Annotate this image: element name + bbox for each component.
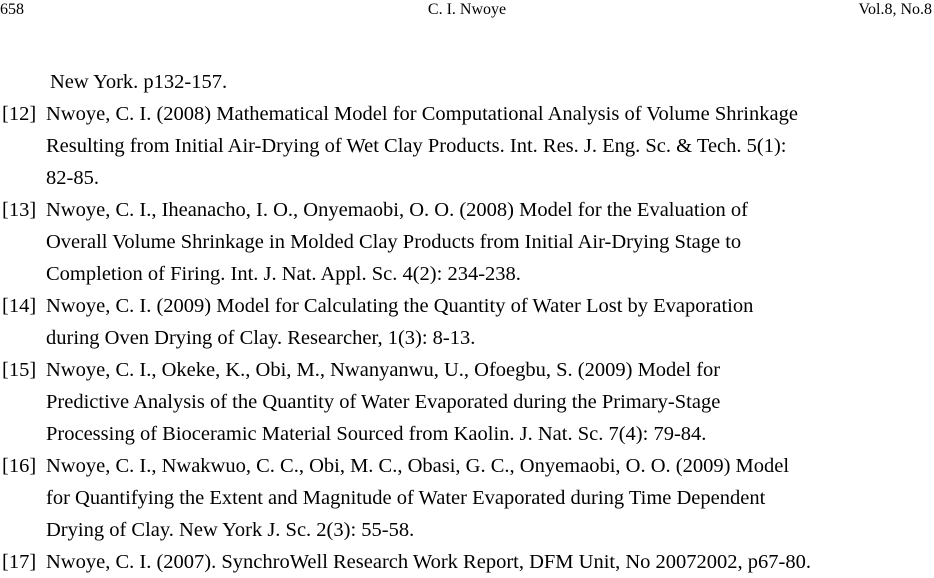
reference-entry <box>0 98 934 194</box>
page-number: 658 <box>0 1 24 18</box>
reference-line: Nwoye, C. I., Okeke, K., Obi, M., Nwanyanwu, U., Ofoegbu, S. (2009) Model for <box>46 359 721 381</box>
reference-line: Nwoye, C. I. (2007). SynchroWell Research Work Report, DFM Unit, No 20072002, p67-80. <box>46 551 811 573</box>
reference-line: Drying of Clay. New York J. Sc. 2(3): 55-58. <box>46 519 415 541</box>
reference-entry <box>0 450 934 546</box>
reference-line: Nwoye, C. I. (2008) Mathematical Model for Computational Analysis of Volume Shrinkage <box>46 103 798 125</box>
reference-line: Predictive Analysis of the Quantity of Water Evaporated during the Primary-Stage <box>46 391 721 413</box>
reference-number: [14] <box>2 295 37 317</box>
reference-entries <box>0 98 934 578</box>
reference-number: [13] <box>2 199 37 221</box>
reference-line: during Oven Drying of Clay. Researcher, 1(3): 8-13. <box>46 327 476 349</box>
reference-line: Processing of Bioceramic Material Sourced from Kaolin. J. Nat. Sc. 7(4): 79-84. <box>46 423 707 445</box>
reference-number: [12] <box>2 103 37 125</box>
reference-list <box>0 66 934 578</box>
reference-number: [16] <box>2 455 37 477</box>
reference-line: Completion of Firing. Int. J. Nat. Appl. Sc. 4(2): 234-238. <box>46 263 521 285</box>
reference-entry <box>0 290 934 354</box>
reference-line: Overall Volume Shrinkage in Molded Clay Products from Initial Air-Drying Stage to <box>46 231 742 253</box>
reference-line: Resulting from Initial Air-Drying of Wet Clay Products. Int. Res. J. Eng. Sc. & Tech. 5(1): <box>46 135 787 157</box>
reference-line: Nwoye, C. I., Nwakwuo, C. C., Obi, M. C., Obasi, G. C., Onyemaobi, O. O. (2009) Model <box>46 455 790 477</box>
volume-issue: Vol.8, No.8 <box>858 1 932 18</box>
reference-line: Nwoye, C. I., Iheanacho, I. O., Onyemaobi, O. O. (2008) Model for the Evaluation of <box>46 199 748 221</box>
reference-line: Nwoye, C. I. (2009) Model for Calculating the Quantity of Water Lost by Evaporation <box>46 295 754 317</box>
reference-line: 82-85. <box>46 167 99 189</box>
reference-entry <box>0 194 934 290</box>
reference-number: [17] <box>2 551 37 573</box>
reference-entry <box>0 546 934 578</box>
page-header <box>0 0 934 24</box>
reference-number: [15] <box>2 359 37 381</box>
running-author: C. I. Nwoye <box>427 1 507 18</box>
reference-continuation: New York. p132-157. <box>50 71 228 93</box>
reference-entry <box>0 354 934 450</box>
reference-line: for Quantifying the Extent and Magnitude of Water Evaporated during Time Dependent <box>46 487 766 509</box>
